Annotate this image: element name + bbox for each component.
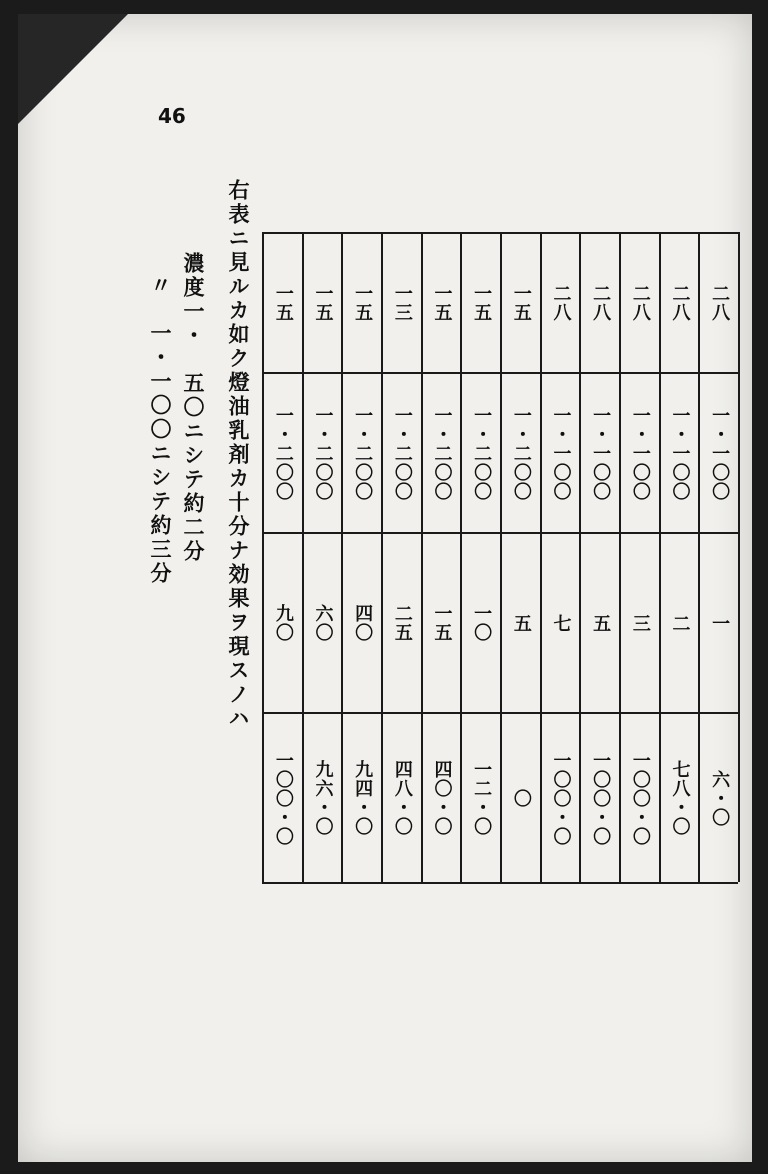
table-cell: 一・二〇〇	[312, 405, 334, 501]
table-cell: 七	[550, 613, 572, 633]
table-cell: 三	[629, 613, 651, 633]
page-number: 46	[158, 104, 186, 128]
document-page	[18, 14, 752, 1162]
table-cell: 九〇	[272, 604, 294, 642]
table-row-divider	[262, 882, 738, 884]
table-cell: 一・二〇〇	[272, 405, 294, 501]
table-cell: 一五	[272, 284, 294, 322]
table-cell: 二八	[629, 284, 651, 322]
note-concentration-2: 〃 一・一〇〇ニシテ約三分	[148, 274, 173, 586]
data-table	[262, 232, 738, 882]
table-cell: 一五	[471, 284, 493, 322]
table-cell: 四八・〇	[391, 760, 413, 836]
table-cell: 四〇	[352, 604, 374, 642]
table-cell: 一〇〇・〇	[550, 750, 572, 846]
table-cell: 一五	[312, 284, 334, 322]
table-cell: 二八	[590, 284, 612, 322]
folded-corner	[18, 14, 128, 124]
table-cell: 一	[709, 613, 731, 633]
table-cell: 六・〇	[709, 769, 731, 827]
table-cell: 一・一〇〇	[629, 405, 651, 501]
note-main-text: 右表ニ見ルカ如ク燈油乳剤カ十分ナ効果ヲ現スノハ	[226, 179, 251, 731]
table-cell: 一・一〇〇	[709, 405, 731, 501]
table-cell: 一二・〇	[471, 760, 493, 836]
table-cell: 九六・〇	[312, 760, 334, 836]
table-cell: 一〇	[471, 604, 493, 642]
table-cell: 〇	[510, 788, 532, 808]
table-cell: 一・二〇〇	[431, 405, 453, 501]
table-cell: 一・二〇〇	[391, 405, 413, 501]
table-cell: 一五	[352, 284, 374, 322]
table-cell: 五	[510, 613, 532, 633]
note-concentration-1: 濃度一・ 五〇ニシテ約二分	[181, 252, 206, 564]
table-cell: 一五	[431, 284, 453, 322]
table-cell: 二八	[550, 284, 572, 322]
table-cell: 一〇〇・〇	[590, 750, 612, 846]
table-cell: 一五	[510, 284, 532, 322]
table-cell: 一・一〇〇	[669, 405, 691, 501]
table-cell: 一三	[391, 284, 413, 322]
table-cell: 九四・〇	[352, 760, 374, 836]
table-cell: 四〇・〇	[431, 760, 453, 836]
table-cell: 一・一〇〇	[590, 405, 612, 501]
table-cell: 一五	[431, 604, 453, 642]
table-cell: 一・二〇〇	[352, 405, 374, 501]
table-cell: 一・一〇〇	[550, 405, 572, 501]
table-cell: 一〇〇・〇	[629, 750, 651, 846]
table-cell: 二五	[391, 604, 413, 642]
table-cell: 一〇〇・〇	[272, 750, 294, 846]
table-cell: 二	[669, 613, 691, 633]
table-column-divider	[738, 232, 740, 882]
table-cell: 二八	[709, 284, 731, 322]
table-cell: 五	[590, 613, 612, 633]
table-cell: 一・二〇〇	[471, 405, 493, 501]
table-cell: 一・二〇〇	[510, 405, 532, 501]
table-cell: 七八・〇	[669, 760, 691, 836]
table-cell: 二八	[669, 284, 691, 322]
table-cell: 六〇	[312, 604, 334, 642]
